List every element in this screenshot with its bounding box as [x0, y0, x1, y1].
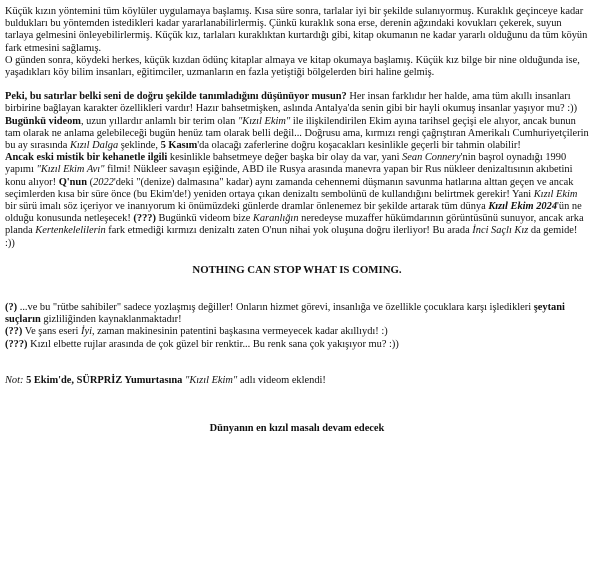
note-video-title: "Kızıl Ekim": [184, 374, 238, 386]
note-bold: 5 Ekim'de, SÜRPRİZ Yumurtasına: [23, 374, 183, 386]
footnote-3: [5, 339, 589, 351]
article-body: [5, 6, 589, 435]
date-bold: 5 Kasım: [160, 140, 198, 152]
prophecy-paragraph: [5, 152, 589, 250]
prophecy-text-c: filmi! Nükleer savaşın eşiğinde, ABD ile Rusya arasında manevra yapan bir Rus nükleer denizaltısının akıbetini konu alıyor!: [5, 164, 573, 188]
prophecy-text-i: neredeyse muzaffer hükümdarının görüntüsünü sunuyor, ancak arka planda: [5, 213, 584, 237]
story-paragraph-1: [5, 6, 589, 79]
prophecy-text-b: 'nin başrol oynadığı 1990 yapımı: [5, 152, 567, 176]
footnote-3-text: Kızıl elbette rujlar arasında de çok güzel bir renktir... Bu renk sana çok yakışıyor mu? :)): [27, 338, 399, 350]
film-title-italic: "Kızıl Ekim Avı": [36, 164, 105, 176]
footnote-3-marker: (???): [5, 338, 28, 350]
question-lead: Peki, bu satırlar belki seni de doğru şekilde tanımladığını düşünüyor musun?: [5, 91, 347, 103]
footnote-1-text-a: ...ve bu "rütbe sahibiler" sadece yozlaşmış değiller! Onların hizmet görevi, insanlığa ve özellikle çocuklara karşı işledikleri: [17, 302, 534, 314]
note-line: [5, 375, 589, 387]
closing-line: Dünyanın en kızıl masalı devam edecek: [209, 423, 385, 435]
red-wave-italic: Kızıl Dalga: [69, 140, 119, 152]
pearl-girl-italic: İnci Saçlı Kız: [472, 225, 529, 237]
lizards-italic: Kertenkelelilerin: [35, 225, 106, 237]
footnote-1: [5, 302, 589, 326]
prophecy-text-e: 'deki "(denize) dalmasına" kadar) aynı zamanda cehennemi düşmanın savunma hatlarına alttan geçen ve ancak seçimlerden kısa bir süre önce (bu Ekim'de!) yeniden ortaya çıkan denizaltı sembolünü de kullandığını belirtmek gerekir! Yani: [5, 176, 574, 200]
video-text-c: şeklinde,: [118, 140, 161, 152]
video-paragraph: [5, 116, 589, 153]
prophecy-text-j: fark etmediği kırmızı denizaltı zaten O'nun nihai yok oluşuna doğru ilerliyor! Bu arada: [105, 225, 473, 237]
year-italic: 2022: [93, 176, 114, 188]
footnote-1-bold: şeytani suçların: [5, 302, 565, 326]
prophecy-text-h: Bugünkü videom bize: [155, 213, 253, 225]
red-october-2024: Kızıl Ekim 2024: [488, 201, 558, 213]
question-text: Her insan farklıdır her halde, ama tüm akıllı insanları birbirine bağlayan karakter özellikleri vardır! Hazır bahsetmişken, aslında Antalya'da senin gibi bir hayli okumuş insanlar yaşıyor mu? :)): [5, 91, 578, 115]
video-text-a: , uzun yıllardır anlamlı bir terim olan: [80, 115, 238, 127]
prophecy-text-a: kesinlikle bahsetmeye değer başka bir olay da var, yani: [167, 152, 403, 164]
footnote-2-italic: İyi: [81, 326, 92, 338]
note-label: Not:: [5, 374, 24, 386]
footnote-2-text-b: , zaman makinesinin patentini başkasına vermeyecek kadar akıllıydı! :): [91, 326, 388, 338]
footnote-2-text-a: Ve şans eseri: [22, 326, 81, 338]
q-bold: Q'nun: [58, 176, 87, 188]
footnote-1-text-b: gizliliğinden kaynaklanmaktadır!: [40, 314, 182, 326]
darkness-italic: Karanlığın: [252, 213, 299, 225]
prophecy-text-f: bir sürü imalı söz içeriyor ve inanıyorum ki önümüzdeki günlerde dramlar önlenemez bir şekilde artarak tüm dünya: [5, 201, 489, 213]
video-title-italic: "Kızıl Ekim": [237, 115, 291, 127]
marker-bold: (???): [133, 213, 156, 225]
story-text-2: O günden sonra, köydeki herkes, küçük kızdan ödünç kitaplar almaya ve kitap okumaya başlamış. Küçük kız bilge bir nine olduğunda ise, yaşadıkları köy bilim insanları, eğitimciler, uzmanların en fazla yetiştiği bölgelerden biri haline gelmiş.: [5, 54, 580, 79]
video-text-d: 'da olacağı zaferlerine doğru koşacakları kesinlikle geçerli bir tahmin olabilir!: [197, 140, 521, 152]
footnote-2: [5, 326, 589, 338]
headline: NOTHING CAN STOP WHAT IS COMING.: [192, 263, 402, 276]
red-october-italic: Kızıl Ekim: [533, 188, 578, 200]
actor-italic: Sean Connery: [402, 152, 461, 164]
story-text-1: Küçük kızın yöntemini tüm köylüler uygulamaya başlamış. Kısa süre sonra, tarlalar iyi bir şekilde sulanıyormuş. Kuraklık geçinceye kadar buldukları bu yöntemden istedikleri kadar yararlanabilirlermiş. Çünkü kuraklık sona erse, derenin ağzındaki kovukları çekerek, suyun tarlaya gelmesini önleyebilirlermiş. Küçük kız, tarlaları kuraklıktan kurtardığı gibi, kitap okumanın ne kadar yararlı olduğunu da tüm köyün fark etmesini sağlamış.: [5, 6, 588, 54]
prophecy-text-k: da gemide! :)): [5, 225, 578, 249]
prophecy-text-g: 'ün ne olduğu konusunda netleşecek!: [5, 201, 582, 225]
note-text: adlı videom eklendi!: [237, 374, 326, 386]
video-lead: Bugünkü videom: [5, 115, 81, 127]
prophecy-text-d: (: [87, 176, 94, 188]
question-paragraph: [5, 91, 589, 115]
prophecy-lead: Ancak eski mistik bir kehanetle ilgili: [5, 152, 168, 164]
video-text-b: ile ilişkilendirilen Ekim ayına tarihsel geçişi ele alıyor, ancak bunun tam olarak ne anlama gelebileceği bugün henüz tam olarak belli değil... Doğrusu ama, kırmızı rengi çağrıştıran Amerikalı Cumhuriyetçilerin bu ay sırasında: [5, 115, 589, 152]
footnote-2-marker: (??): [5, 326, 23, 338]
footnote-1-marker: (?): [5, 302, 18, 314]
